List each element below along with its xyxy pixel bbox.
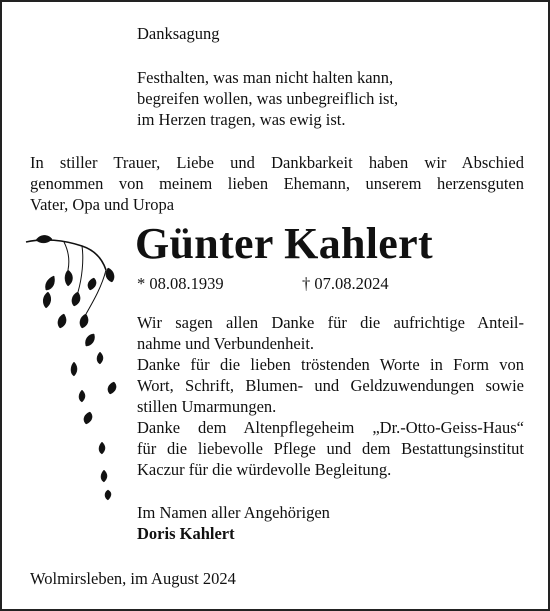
poem-line: begreifen wollen, was unbegreiflich ist, xyxy=(137,89,399,108)
poem-line: Festhalten, was man nicht halten kann, xyxy=(137,68,394,87)
thanks-line: Danke für die lieben tröstenden Worte in Form von xyxy=(137,355,524,374)
intro-line: In stiller Trauer, Liebe und Dankbarkeit haben wir Abschied xyxy=(30,153,524,172)
falling-leaves-icon xyxy=(24,230,132,502)
signer-name: Doris Kahlert xyxy=(137,524,235,543)
birth-date: * 08.08.1939 xyxy=(137,274,224,293)
thanks-line: Danke dem Altenpflegeheim „Dr.-Otto-Geiss-Haus“ xyxy=(137,418,524,437)
notice-heading: Danksagung xyxy=(137,24,220,43)
thanks-line: Wir sagen allen Danke für die aufrichtige Anteil- xyxy=(137,313,524,332)
poem-line: im Herzen tragen, was ewig ist. xyxy=(137,110,346,129)
intro-paragraph xyxy=(30,152,524,215)
poem xyxy=(137,67,398,130)
thanks-line: Kaczur für die würdevolle Begleitung. xyxy=(137,460,392,479)
thanks-line: Wort, Schrift, Blumen- und Geldzuwendungen sowie xyxy=(137,376,524,395)
thanks-line: nahme und Verbundenheit. xyxy=(137,334,315,353)
thanks-paragraph xyxy=(137,312,524,480)
place-date: Wolmirsleben, im August 2024 xyxy=(30,569,236,588)
closing-line: Im Namen aller Angehörigen xyxy=(137,503,330,522)
thanks-line: für die liebevolle Pflege und dem Bestattungsinstitut xyxy=(137,439,524,458)
intro-line: genommen von meinem lieben Ehemann, unserem herzensguten xyxy=(30,174,524,193)
death-date: † 07.08.2024 xyxy=(302,274,389,293)
intro-line: Vater, Opa und Uropa xyxy=(30,195,175,214)
deceased-name: Günter Kahlert xyxy=(135,219,433,268)
thanks-line: stillen Umarmungen. xyxy=(137,397,277,416)
